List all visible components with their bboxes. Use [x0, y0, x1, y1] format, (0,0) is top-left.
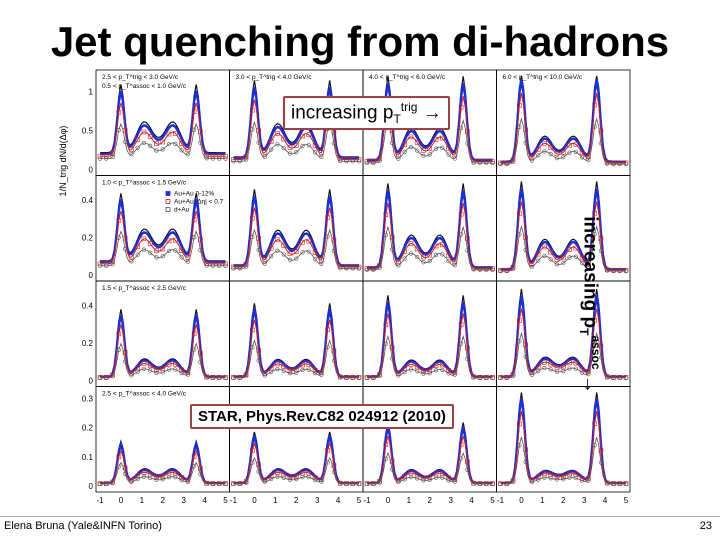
x-tick-label: 4: [335, 496, 341, 505]
x-tick-label: 5: [356, 496, 362, 505]
dau-series: [367, 227, 493, 270]
dau-series: [234, 458, 360, 484]
assoc-label-sup: assoc: [589, 335, 603, 370]
slide-title: Jet quenching from di-hadrons: [50, 18, 670, 65]
auau-central-series: [501, 79, 627, 161]
auau-central-series: [100, 315, 226, 377]
legend-entry: Au+Au |Δη| < 0.7: [174, 198, 224, 206]
trig-label-box: [283, 96, 450, 130]
y-tick-label: 0.4: [81, 196, 93, 206]
x-tick-label: 3: [181, 496, 186, 505]
assoc-label: [576, 205, 609, 405]
trig-range-label: 6.0 < p_T^trig < 10.0 GeV/c: [502, 74, 583, 81]
dau-series: [234, 341, 360, 378]
footer-divider: [0, 516, 720, 517]
auau-central-series: [234, 309, 360, 377]
auau-central-series: [234, 196, 360, 266]
x-tick-label: 1: [540, 496, 545, 505]
footer-author: Elena Bruna (Yale&INFN Torino): [4, 520, 162, 532]
y-tick-label: 0.2: [81, 233, 93, 243]
y-tick-label: 0: [88, 482, 93, 491]
x-tick-label: 2: [561, 496, 566, 505]
down-arrow-icon: →: [579, 374, 601, 394]
x-tick-label: 0: [385, 496, 391, 505]
auau-central-series: [367, 190, 493, 267]
auau-central-series: [367, 427, 493, 483]
x-tick-label: 1: [139, 496, 145, 505]
legend-entry: Au+Au 0-12%: [174, 190, 215, 198]
x-tick-label: 2: [427, 496, 432, 505]
assoc-label-text: increasing p: [579, 216, 601, 329]
y-tick-label: 0.1: [81, 452, 93, 462]
dau-series: [100, 344, 226, 378]
x-tick-label: 2: [160, 496, 165, 505]
x-tick-label: 4: [202, 496, 207, 505]
y-tick-label: 0.3: [81, 394, 93, 404]
dau-series: [501, 437, 627, 484]
x-tick-label: 3: [314, 496, 320, 505]
trig-label-text: increasing p: [291, 102, 394, 124]
y-tick-label: 0: [88, 271, 93, 280]
x-tick-label: -1: [96, 496, 104, 505]
x-tick-label: 4: [469, 496, 474, 505]
assoc-range-label: 1.0 < p_T^assoc < 1.5 GeV/c: [102, 179, 186, 187]
x-tick-label: 3: [448, 496, 453, 505]
x-tick-label: 0: [118, 496, 124, 505]
auau-central-series: [100, 91, 226, 154]
y-tick-label: 0.5: [81, 126, 93, 136]
assoc-range-label: 0.5 < p_T^assoc < 1.0 GeV/c: [102, 83, 186, 90]
y-tick-label: 0.2: [81, 423, 93, 433]
x-tick-label: 5: [623, 496, 629, 505]
x-tick-label: -1: [496, 496, 505, 505]
y-axis-label: 1/N_trig dN/d(Δφ): [58, 125, 68, 197]
page-number: 23: [699, 520, 712, 532]
legend-entry: d+Au: [174, 206, 190, 214]
x-tick-label: 3: [581, 496, 587, 505]
x-tick-label: -1: [363, 496, 371, 505]
y-tick-label: 0.4: [81, 301, 93, 311]
trig-range-label: 4.0 < p_T^trig < 6.0 GeV/c: [369, 74, 446, 81]
x-tick-label: 1: [406, 496, 412, 505]
y-tick-label: 0: [88, 165, 93, 175]
x-tick-label: 5: [223, 496, 228, 505]
x-tick-label: 0: [252, 496, 257, 505]
dihadron-correlation-figure: [58, 66, 658, 510]
legend-marker: [166, 200, 170, 204]
y-tick-label: 1: [88, 87, 93, 97]
legend-marker: [166, 208, 170, 212]
assoc-range-label: 1.5 < p_T^assoc < 2.5 GeV/c: [102, 285, 186, 292]
auau-central-series: [367, 302, 493, 377]
y-tick-label: 0: [88, 376, 93, 386]
x-tick-label: -1: [229, 496, 238, 505]
panel-frame: [363, 281, 497, 387]
y-tick-label: 0.2: [81, 339, 93, 349]
auau-central-series: [501, 398, 627, 483]
right-arrow-icon: →: [422, 102, 442, 124]
x-tick-label: 2: [294, 496, 299, 505]
trig-range-label: 2.5 < p_T^trig < 3.0 GeV/c: [102, 74, 179, 81]
trig-range-label: 3.0 < p_T^trig < 4.0 GeV/c: [235, 74, 312, 81]
reference-box: STAR, Phys.Rev.C82 024912 (2010): [190, 404, 454, 429]
trig-label-sup: trig: [400, 100, 418, 114]
assoc-range-label: 2.5 < p_T^assoc < 4.0 GeV/c: [102, 390, 186, 398]
x-tick-label: 0: [519, 496, 524, 505]
x-tick-label: 5: [490, 496, 495, 505]
dau-series: [501, 119, 627, 164]
auau-central-series: [100, 199, 226, 262]
legend-marker: [166, 192, 170, 196]
trig-label-sub: T: [393, 112, 401, 127]
x-tick-label: 4: [602, 496, 608, 505]
assoc-label-sub: T: [576, 328, 591, 336]
x-tick-label: 1: [273, 496, 278, 505]
